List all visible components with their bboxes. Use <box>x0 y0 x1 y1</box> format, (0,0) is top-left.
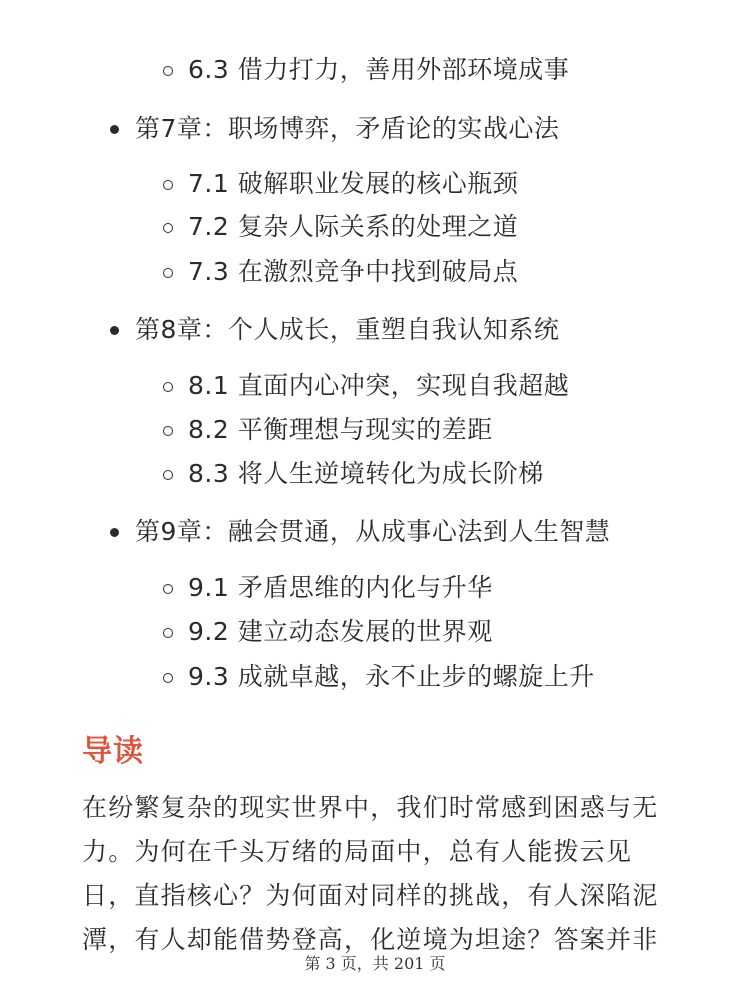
circle-bullet-icon <box>163 673 173 683</box>
toc-subitem-text: 7.1 破解职业发展的核心瓶颈 <box>188 169 519 198</box>
paragraph-line: 在纷繁复杂的现实世界中，我们时常感到困惑与无 <box>82 793 659 822</box>
toc-subitem-text: 9.1 矛盾思维的内化与升华 <box>188 573 493 602</box>
circle-bullet-icon <box>163 223 173 233</box>
toc-subitem-text: 9.2 建立动态发展的世界观 <box>188 617 493 646</box>
toc-subitem-text: 8.3 将人生逆境转化为成长阶梯 <box>188 459 544 488</box>
circle-bullet-icon <box>163 382 173 392</box>
circle-bullet-icon <box>163 426 173 436</box>
paragraph-line: 力。为何在千头万绪的局面中，总有人能拨云见 <box>82 837 633 866</box>
toc-subitem-text: 7.2 复杂人际关系的处理之道 <box>188 212 519 241</box>
toc-chapter-text: 第9章：融会贯通，从成事心法到人生智慧 <box>135 517 611 546</box>
circle-bullet-icon <box>163 268 173 278</box>
toc-subitem-text: 8.2 平衡理想与现实的差距 <box>188 415 493 444</box>
paragraph-line: 潭，有人却能借势登高，化逆境为坦途？答案并非 <box>82 925 659 954</box>
page-number-footer: 第 3 页，共 201 页 <box>304 954 446 973</box>
disc-bullet-icon <box>110 326 119 335</box>
circle-bullet-icon <box>163 628 173 638</box>
toc-subitem-text: 9.3 成就卓越，永不止步的螺旋上升 <box>188 662 595 691</box>
disc-bullet-icon <box>110 528 119 537</box>
disc-bullet-icon <box>110 125 119 134</box>
toc-subitem-text: 7.3 在激烈竞争中找到破局点 <box>188 257 519 286</box>
section-heading: 导读 <box>82 734 144 769</box>
toc-chapter-text: 第7章：职场博弈，矛盾论的实战心法 <box>135 114 560 143</box>
circle-bullet-icon <box>163 470 173 480</box>
circle-bullet-icon <box>163 584 173 594</box>
toc-subitem-text: 6.3 借力打力，善用外部环境成事 <box>188 55 570 84</box>
circle-bullet-icon <box>163 66 173 76</box>
paragraph-line: 日，直指核心？为何面对同样的挑战，有人深陷泥 <box>82 881 659 910</box>
toc-subitem-text: 8.1 直面内心冲突，实现自我超越 <box>188 371 570 400</box>
toc-chapter-text: 第8章：个人成长，重塑自我认知系统 <box>135 315 560 344</box>
circle-bullet-icon <box>163 180 173 190</box>
